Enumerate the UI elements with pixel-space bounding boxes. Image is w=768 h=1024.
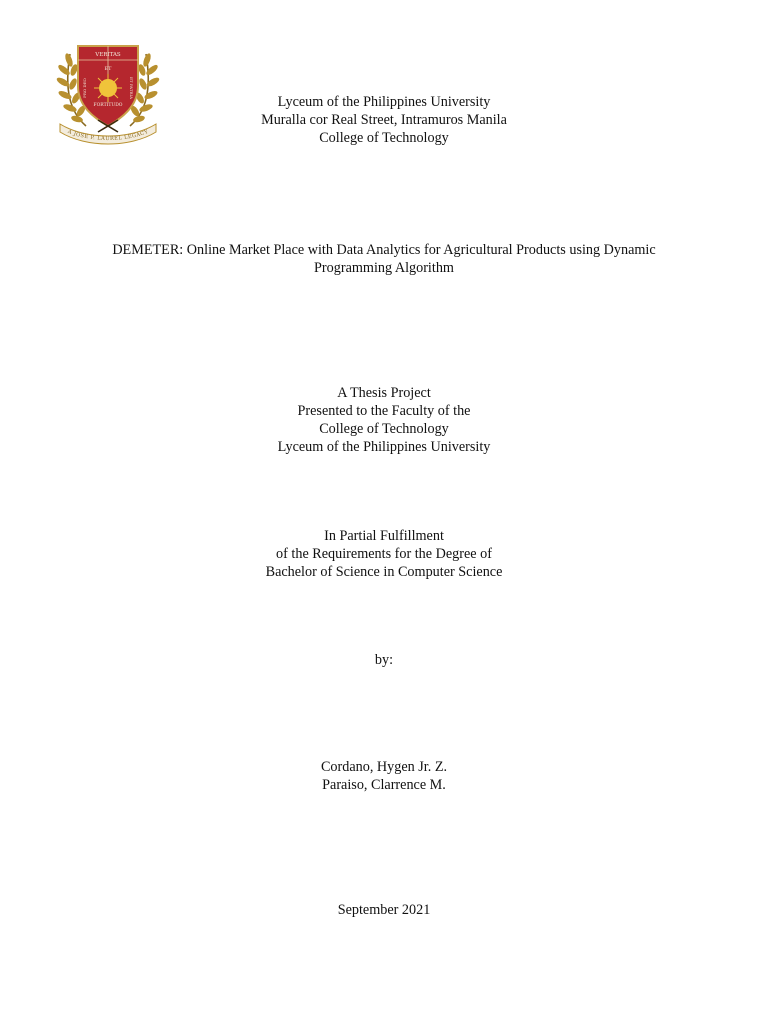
thesis-statement-line-1: A Thesis Project (337, 385, 431, 401)
by-label (0, 651, 768, 669)
author-name: Paraiso, Clarrence M. (322, 777, 446, 793)
motto-pro-deo: PRO DEO (82, 78, 87, 98)
fulfillment-line-1: In Partial Fulfillment (324, 528, 444, 544)
thesis-statement (0, 384, 768, 456)
thesis-title (0, 241, 768, 277)
author-list (0, 758, 768, 794)
fulfillment-line-3: Bachelor of Science in Computer Science (265, 564, 503, 580)
ribbon-text: A JOSE P. LAUREL LEGACY (66, 128, 150, 143)
thesis-title-line-2: Programming Algorithm (314, 260, 454, 276)
university-address: Muralla cor Real Street, Intramuros Manila (261, 112, 507, 128)
date-text: September 2021 (337, 902, 431, 918)
thesis-statement-line-2: Presented to the Faculty of the (297, 403, 471, 419)
university-name: Lyceum of the Philippines University (277, 94, 491, 110)
by-text: by: (374, 652, 394, 668)
motto-veritas: VERITAS (95, 52, 121, 58)
thesis-statement-line-3: College of Technology (319, 421, 449, 437)
author-name: Cordano, Hygen Jr. Z. (320, 759, 448, 775)
thesis-title-line-1: DEMETER: Online Market Place with Data Analytics for Agricultural Products using Dynamic (112, 242, 656, 258)
fulfillment-line-2: of the Requirements for the Degree of (276, 546, 492, 562)
submission-date (0, 901, 768, 919)
motto-et: ET (104, 66, 112, 72)
motto-fortitudo: FORTITUDO (93, 103, 123, 108)
college-name: College of Technology (319, 130, 449, 146)
motto-et-patria: ET PATRIA (129, 76, 134, 100)
degree-fulfillment (0, 527, 768, 581)
thesis-statement-line-4: Lyceum of the Philippines University (277, 439, 491, 455)
institution-header (0, 93, 768, 147)
